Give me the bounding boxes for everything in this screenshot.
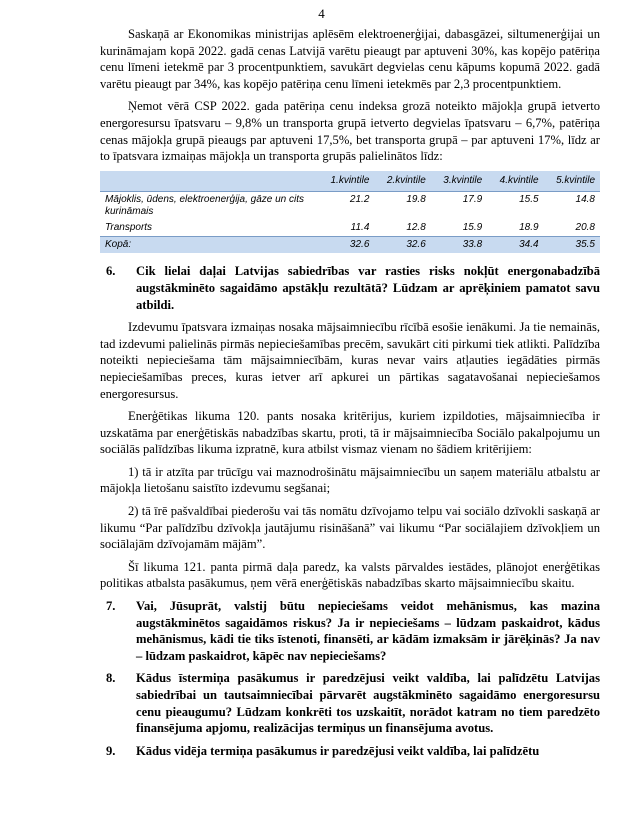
paragraph-energy-law-120: Enerģētikas likuma 120. pants nosaka kritērijus, kuriem izpildoties, mājsaimniecība ir uzskatāma par enerģētiskās nabadzības skartu, proti, tā ir mājsaimniecība Sociālo pakalpojumu un sociālās palīdzības likuma izpratnē, kura atbilst vismaz vienam no šādiem kritērijiem: [100,409,600,457]
total-cell: 33.8 [431,237,487,254]
table-header-row [100,171,600,192]
table-cell: 15.5 [519,194,539,206]
criterion-2: 2) tā īrē pašvaldībai piederošu vai tās nomātu dzīvojamo telpu vai sociālo dzīvokli saskaņā ar likumu “Par palīdzību dzīvokļa jautājumu risināšanā” vai likumu “Par sociālajiem dzīvokļiem un sociālajām dzīvojamām mājām”. [100,504,600,552]
page-number: 4 [318,6,325,21]
table-header-cell: 2.kvintile [374,171,430,192]
table-cell: 17.9 [462,194,483,206]
row-label: Mājoklis, ūdens, elektroenerģija, gāze un cits kurināmais [105,194,304,218]
paragraph-law-121: Šī likuma 121. panta pirmā daļa paredz, ka valsts pārvaldes iestādes, plānojot enerģētikas politikas atbalsta pasākumus, ņem vērā enerģētiskās nabadzības skarto mājsaimniecību skaitu. [100,559,600,591]
question-text: Kādus īstermiņa pasākumus ir paredzējusi veikt valdība, lai palīdzētu Latvijas sabiedrībai un tautsaimniecībai pārvarēt augstākminēto sagaidāmo energoresursu cenu pieaugumu? Lūdzam konkrēti tos uzskaitīt, norādot katram no tiem paredzēto finansējuma apjomu, realizācijas termiņus un finansējuma avotus. [136,671,600,736]
table-header-cell [100,171,318,192]
question-number: 9. [106,743,116,758]
paragraph-energy-prices: Saskaņā ar Ekonomikas ministrijas aplēsēm elektroenerģijai, dabasgāzei, siltumenerģijai un kurināmajam kopā 2022. gadā cenas Latvijā varētu pieaugt par aptuveni 30%, kas kopējo patēriņa cenu līmeni ietekmē par 3 procentpunktiem, savukārt degvielas cenu kāpums kopumā 2022. gadā varētu pieaugt par 34%, kas kopējo patēriņa cenu līmeni ietekmēs par 2,3 procentpunktiem. [100,27,600,91]
question-6 [100,263,600,313]
table-header-cell: 3.kvintile [431,171,487,192]
table-header-cell: 1.kvintile [318,171,374,192]
table-cell: 18.9 [519,222,539,234]
question-text: Cik lielai daļai Latvijas sabiedrības var rasties risks nokļūt energonabadzībā augstākminēto sagaidāmo apstākļu rezultātā? Lūdzam ar aprēķiniem pamatot savu atbildi. [136,264,600,312]
document-body [100,26,600,765]
table-cell: 19.8 [406,194,426,206]
total-cell: 35.5 [544,237,600,254]
table-row [100,192,600,221]
paragraph-expenditure: Izdevumu īpatsvara izmaiņas nosaka mājsaimniecību rīcībā esošie ienākumi. Ja tie nemainās, tad izdevumi palielinās pirmās nepieciešamības precēm, savukārt citi pirkumi tiek atlikti. Palīdzība noteikti nepieciešama tām mājsaimniecībām, kuras nevar vairs atļauties iegādāties pirmās nepieciešamības preces, kuras ietver arī apkurei un pārtikas sagatavošanai nepieciešamos energoresursus. [100,320,600,401]
question-text: Kādus vidēja termiņa pasākumus ir paredzējusi veikt valdība, lai palīdzētu [136,743,540,758]
table-header-cell: 4.kvintile [487,171,543,192]
table-cell: 11.4 [350,222,370,234]
table-cell: 15.9 [462,222,483,234]
total-label: Kopā: [100,237,318,254]
total-cell: 32.6 [318,237,374,254]
criterion-1: 1) tā ir atzīta par trūcīgu vai maznodrošinātu mājsaimniecību un saņem materiālu atbalstu ar mājokļa lietošanu saistīto izdevumu segšanai; [100,464,600,496]
paragraph-csp-index: Ņemot vērā CSP 2022. gada patēriņa cenu indeksa grozā noteikto mājokļa grupā ietverto energoresursu īpatsvaru – 9,8% un transporta grupā ietverto degvielas īpatsvaru – 6,7%, patēriņa cenas mājokļa grupā pieaugs par aptuveni 17,5%, bet transporta grupā – par aptuveni 17%, līdz ar to īpatsvara izmaiņas mājokļa un transporta grupās palielinātos līdz: [100,99,600,164]
question-number: 6. [106,264,116,279]
table-row [100,220,600,237]
total-cell: 32.6 [374,237,430,254]
table-cell: 12.8 [406,222,426,234]
question-9 [100,743,600,760]
total-cell: 34.4 [487,237,543,254]
question-8 [100,670,600,736]
table-cell: 14.8 [575,194,595,206]
table-total-row [100,237,600,254]
table-cell: 21.2 [349,194,370,206]
row-label: Transports [105,222,153,234]
question-text: Vai, Jūsuprāt, valstij būtu nepieciešams veidot mehānismus, kas mazina augstākminētos sagaidāmos riskus? Ja ir nepieciešams – lūdzam paskaidrot, kādus mehānismus, kādi tie tiks īstenoti, finansēti, ar kādām izmaksām ir jārēķinās? Ja nav – lūdzam paskaidrot, kāpēc nav nepieciešams? [136,599,600,663]
question-number: 7. [106,599,116,614]
question-number: 8. [106,671,116,686]
quintile-table [100,171,600,254]
table-cell: 20.8 [575,222,595,234]
table-header-cell: 5.kvintile [544,171,600,192]
question-7 [100,598,600,664]
